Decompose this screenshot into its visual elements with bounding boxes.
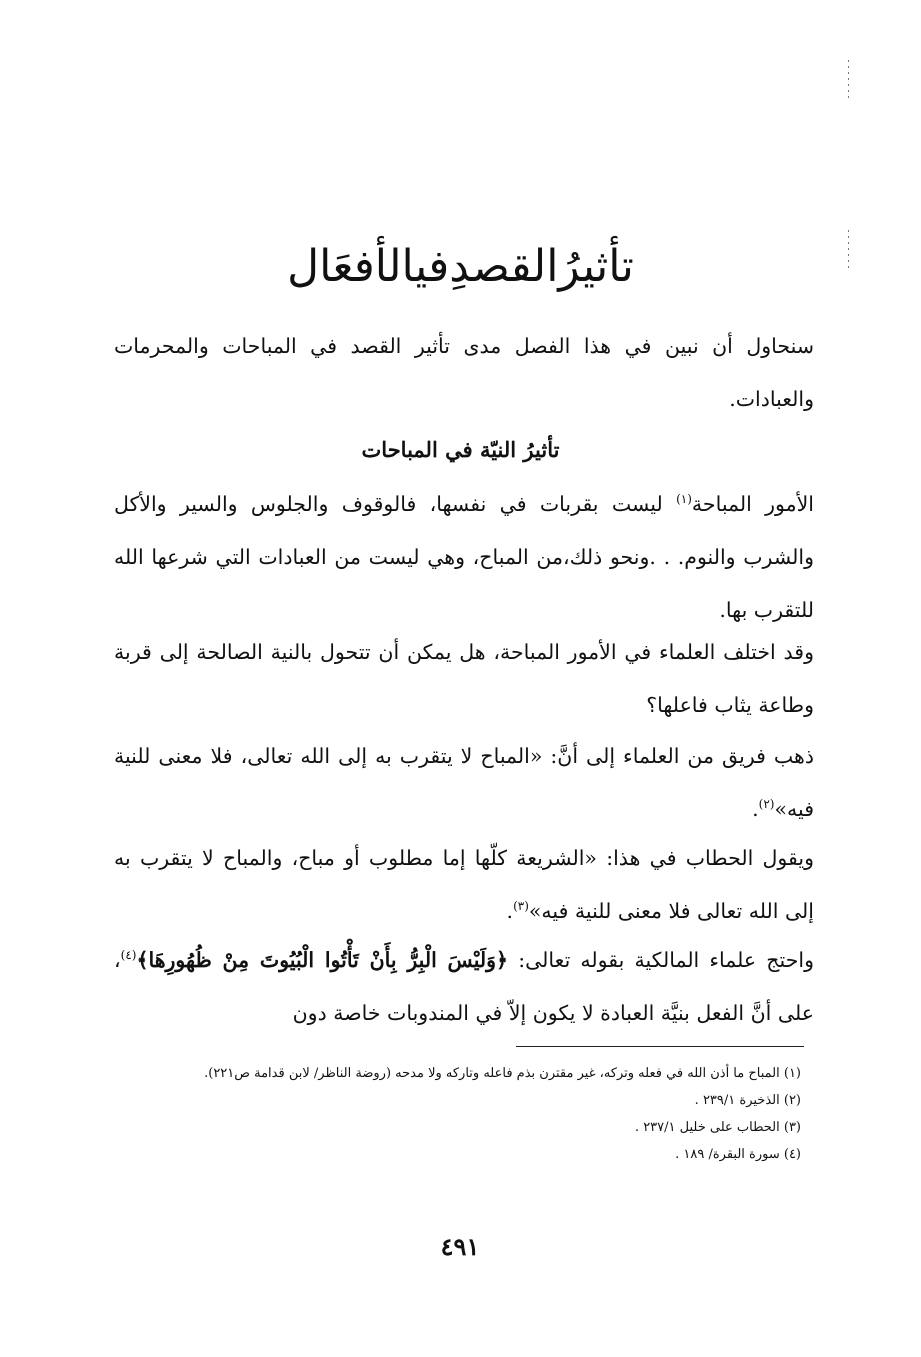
footnote-ref: (٣): [513, 899, 529, 914]
quran-verse: ﴿وَلَيْسَ الْبِرُّ بِأَنْ تَأْتُوا الْبُيُوتَ مِنْ ظُهُورِهَا﴾: [136, 948, 509, 972]
paragraph-hattab: [114, 832, 814, 938]
paragraph-ikhtilaf: وقد اختلف العلماء في الأمور المباحة، هل يمكن أن تتحول بالنية الصالحة إلى قربة وطاعة يثاب فاعلها؟: [114, 640, 814, 717]
footnote-ref: (٢): [758, 797, 775, 812]
paragraph-text: الأمور المباحة: [691, 492, 815, 516]
paragraph-text: ، على أنَّ الفعل بنيَّة العبادة لا يكون إلاّ في المندوبات خاصة دون: [114, 948, 814, 1025]
paragraph-text: .: [752, 797, 759, 821]
intro-paragraph: سنحاول أن نبين في هذا الفصل مدى تأثير القصد في المباحات والمحرمات والعبادات.: [114, 334, 814, 411]
paragraph-maliki: [114, 934, 814, 1040]
paragraph-text: واحتج علماء المالكية بقوله تعالى:: [508, 948, 814, 972]
footnote-divider: [516, 1046, 804, 1047]
footnote-ref: (١): [676, 492, 692, 507]
crop-mark-top: [848, 60, 849, 100]
footnote-item: (٢) الذخيرة ٢٣٩/١ .: [694, 1093, 801, 1108]
paragraph-text: .: [506, 899, 514, 923]
footnote-item: (١) المباح ما أذن الله في فعله وتركه، غير مقترن بذم فاعله وتاركه ولا مدحه (روضة الناظر/ لابن قدامة ص٢٢١).: [204, 1066, 801, 1081]
crop-mark-middle: [848, 230, 849, 270]
footnote-item: (٣) الحطاب على خليل ٢٣٧/١ .: [634, 1120, 801, 1135]
page-number: ٤٩١: [440, 1232, 480, 1261]
chapter-title: تأثيرُالقصدِفيالأفعَال: [287, 241, 634, 292]
paragraph-fariq: [114, 730, 814, 836]
footnotes-list: [111, 1060, 801, 1168]
paragraph-text: ويقول الحطاب في هذا: «الشريعة كلّها إما مطلوب أو مباح، والمباح لا يتقرب به إلى الله تعالى فلا معنى للنية فيه»: [114, 846, 814, 923]
footnote-ref: (٤): [120, 948, 137, 963]
paragraph-text: ليست بقربات في نفسها، فالوقوف والجلوس والسير والأكل والشرب والنوم. . .ونحو ذلك،من المباح، وهي ليست من العبادات التي شرعها الله للتقرب بها.: [114, 492, 814, 622]
footnote-item: (٤) سورة البقرة/ ١٨٩ .: [675, 1147, 801, 1162]
paragraph-mubah: [114, 478, 814, 637]
section-heading: تأثيرُ النيّة في المباحات: [361, 437, 560, 462]
paragraph-text: ذهب فريق من العلماء إلى أنَّ: «المباح لا يتقرب به إلى الله تعالى، فلا معنى للنية فيه»: [114, 744, 814, 821]
